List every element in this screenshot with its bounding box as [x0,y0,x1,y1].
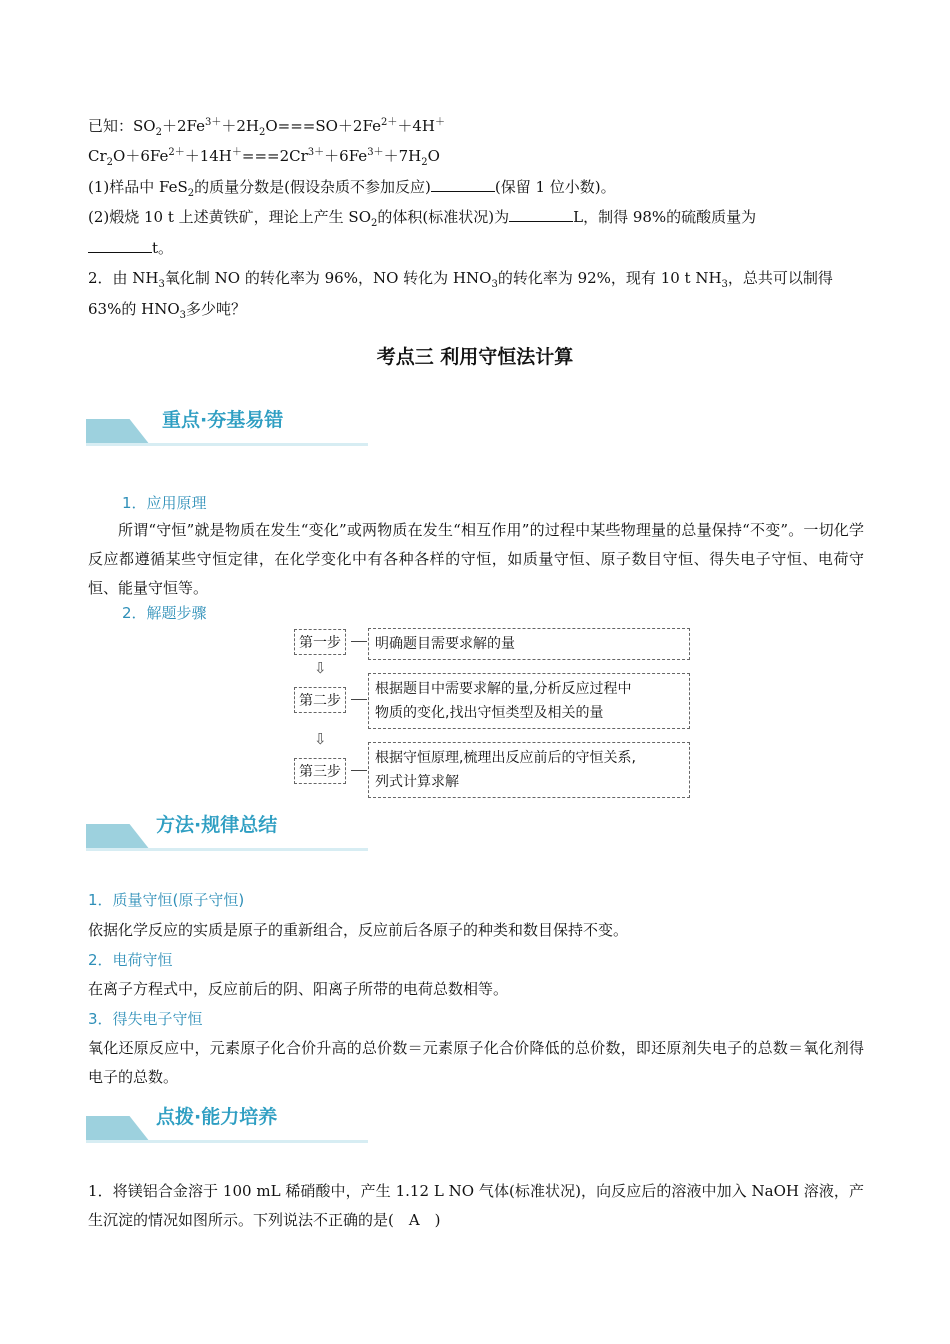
subheading-application-principle: 1．应用原理 [122,494,207,512]
section-underline [86,848,368,851]
connector [351,641,367,642]
section-underline [86,1140,368,1143]
q-text: t。 [152,239,174,257]
connector [351,699,367,700]
principle-paragraph: 所谓“守恒”就是物质在发生“变化”或两物质在发生“相互作用”的过程中某些物理量的总量保持“不变”。一切化学反应都遵循某些守恒定律，在化学变化中有各种各样的守恒，如质量守恒、原子数目守恒、得失电子守恒、电荷守恒、能量守恒等。 [88,521,864,597]
known-label: 已知： [88,117,134,135]
eq-sup: 2＋ [168,147,185,158]
step-1-label: 第一步 [294,629,346,655]
question-1 [88,177,616,197]
question-2 [88,207,864,227]
eq-sup: ＋ [434,117,445,128]
section-title: 点拨·能力培养 [156,1106,278,1128]
charge-conservation-text: 在离子方程式中，反应前后的阴、阳离子所带的电荷总数相等。 [88,980,509,998]
step-2-label: 第二步 [294,687,346,713]
q-text: (1)样品中 FeS [88,178,188,196]
eq-text: ＋2H [221,117,259,135]
step-1-box [368,628,690,660]
eq-sup: 2＋ [380,117,398,128]
section-banner-shape [86,419,150,445]
p-sub: 3 [158,279,165,290]
step-2-box [368,673,690,729]
eq-text: ＋2Fe [161,117,205,135]
practice-question-1: 1．将镁铝合金溶于 100 mL 稀硝酸中，产生 1.12 L NO 气体(标准状况)，向反应后的溶液中加入 NaOH 溶液，产生沉淀的情况如图所示。下列说法不正确的是( A ) [88,1182,864,1229]
q-text: 的质量分数是(假设杂质不参加反应) [194,178,431,196]
step-3-text-line-2: 列式计算求解 [375,774,459,790]
p-sub: 3 [179,310,186,321]
eq-sub: 2 [106,157,114,168]
section-title: 重点·夯基易错 [162,409,284,431]
p-text: ，总共可以制得 [727,269,833,287]
section-header-1 [86,405,371,455]
known-equation-2 [88,146,440,166]
electron-conservation-text: 氧化还原反应中，元素原子化合价升高的总价数＝元素原子化合价降低的总价数，即还原剂失电子的总数＝氧化剂得电子的总数。 [88,1039,864,1086]
eq-text: O===SO＋2Fe [265,117,381,135]
answer-blank [509,207,573,222]
eq-sub: 2 [258,127,266,138]
section-banner-shape [86,1116,150,1142]
q-text: (保留 1 位小数)。 [494,178,616,196]
eq-sup: ＋ [231,147,242,158]
section-title: 方法·规律总结 [156,814,278,836]
subheading-solution-steps: 2．解题步骤 [122,604,207,622]
p-text: 63%的 HNO [88,300,180,318]
section-header-2 [86,810,371,860]
q-sub: 2 [187,188,195,199]
step-3-box [368,742,690,798]
step-1-text: 明确题目需要求解的量 [375,636,515,652]
eq-text: Cr [88,147,107,165]
p-sub: 3 [491,279,498,290]
eq-sup: 3＋ [307,147,325,158]
eq-text: O＋6Fe [113,147,169,165]
p-text: 氧化制 NO 的转化率为 96%，NO 转化为 HNO [164,269,492,287]
section-header-3 [86,1102,371,1152]
question-2-cont [88,238,173,258]
p-text: 多少吨？ [186,300,247,318]
step-3-text-line-1: 根据守恒原理,梳理出反应前后的守恒关系, [375,750,636,766]
section-banner-shape [86,824,150,850]
eq-text: ＋6Fe [324,147,368,165]
mass-conservation-text: 依据化学反应的实质是原子的重新组合，反应前后各原子的种类和数目保持不变。 [88,921,629,939]
known-equation-1 [88,116,445,136]
answer-blank [88,238,152,253]
step-2-text-line-2: 物质的变化,找出守恒类型及相关的量 [375,705,604,721]
eq-sup: 3＋ [367,147,384,158]
eq-text: ＋14H [184,147,232,165]
eq-sub: 2 [421,157,428,168]
q-sub: 2 [371,218,378,229]
step-3-label: 第三步 [294,758,346,784]
subheading-electron-conservation: 3．得失电子守恒 [88,1010,203,1028]
eq-text: ＋7H [383,147,422,165]
down-arrow-icon: ⇩ [314,659,327,677]
eq-text: ===2Cr [241,147,308,165]
eq-text: SO [133,117,156,135]
q-text: L，制得 98%的硫酸质量为 [573,208,757,226]
problem-2-line-1 [88,268,833,288]
p-text: 2．由 NH [88,269,159,287]
subheading-charge-conservation: 2．电荷守恒 [88,951,173,969]
p-sub: 3 [721,279,728,290]
subheading-mass-conservation: 1．质量守恒(原子守恒) [88,891,245,909]
q-text: 的体积(标准状况)为 [377,208,510,226]
topic-title: 考点三 利用守恒法计算 [376,346,574,368]
eq-text: O [427,147,440,165]
eq-text: ＋4H [397,117,435,135]
answer-blank [431,177,495,192]
problem-2-line-2 [88,299,246,319]
connector [351,770,367,771]
down-arrow-icon: ⇩ [314,730,327,748]
section-underline [86,443,368,446]
p-text: 的转化率为 92%，现有 10 t NH [497,269,722,287]
step-2-text-line-1: 根据题目中需要求解的量,分析反应过程中 [375,681,632,697]
eq-sup: 3＋ [204,117,222,128]
eq-sub: 2 [155,127,162,138]
q-text: (2)煅烧 10 t 上述黄铁矿，理论上产生 SO [88,208,372,226]
